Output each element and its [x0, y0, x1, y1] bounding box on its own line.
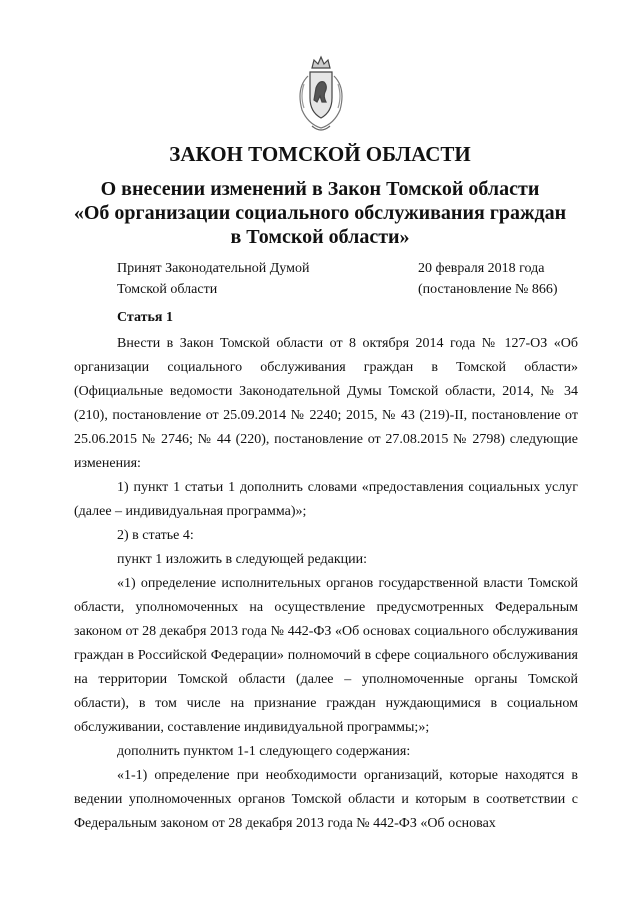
adopted-by-line: Принят Законодательной Думой	[117, 261, 310, 276]
paragraph: Внести в Закон Томской области от 8 октября 2014 года № 127-ОЗ «Об организации социального обслуживания граждан в Томской области» (Официальные ведомости Законодательной Думы Томской области, 2014, № 34 (210), постановление от 25.09.2014 № 2240; 2015, № 43 (219)-II, постановление от 25.06.2015 № 2746; № 44 (220), постановление от 27.08.2015 № 2798) следующие изменения:	[74, 336, 578, 471]
article-body	[74, 332, 578, 836]
law-title: ЗАКОН ТОМСКОЙ ОБЛАСТИ	[169, 142, 471, 166]
law-subtitle	[0, 177, 640, 249]
paragraph: 2) в статье 4:	[117, 528, 194, 543]
tomsk-coat-of-arms-icon	[290, 54, 352, 138]
subtitle-line: О внесении изменений в Закон Томской области	[100, 178, 540, 200]
adopted-by-line: Томской области	[117, 282, 218, 297]
paragraph: «1) определение исполнительных органов государственной власти Томской области, уполномоченных на осуществление предусмотренных Федеральным законом от 28 декабря 2013 года № 442-ФЗ «Об основах социального обслуживания граждан в Российской Федерации» полномочий в сфере социального обслуживания на территории Томской области (далее – уполномоченные органы Томской области), в том числе на признание граждан нуждающимися в социальном обслуживании, составление индивидуальной программы;»;	[74, 576, 578, 735]
paragraph: 1) пункт 1 статьи 1 дополнить словами «предоставления социальных услуг (далее – индивидуальная программа)»;	[74, 480, 578, 519]
adoption-date	[418, 258, 558, 300]
adoption-date-line: 20 февраля 2018 года	[418, 261, 545, 276]
subtitle-line: «Об организации социального обслуживания граждан	[73, 202, 567, 224]
paragraph: «1-1) определение при необходимости организаций, которые находятся в ведении уполномоченных органов Томской области и которым в соответствии с Федеральным законом от 28 декабря 2013 года № 442-ФЗ «Об основах	[74, 768, 578, 831]
adopted-by	[117, 258, 309, 300]
paragraph: пункт 1 изложить в следующей редакции:	[117, 552, 367, 567]
adoption-resolution-line: (постановление № 866)	[418, 282, 558, 297]
paragraph: дополнить пунктом 1-1 следующего содержания:	[117, 744, 411, 759]
subtitle-line: в Томской области»	[230, 226, 410, 248]
article-heading: Статья 1	[117, 310, 173, 325]
